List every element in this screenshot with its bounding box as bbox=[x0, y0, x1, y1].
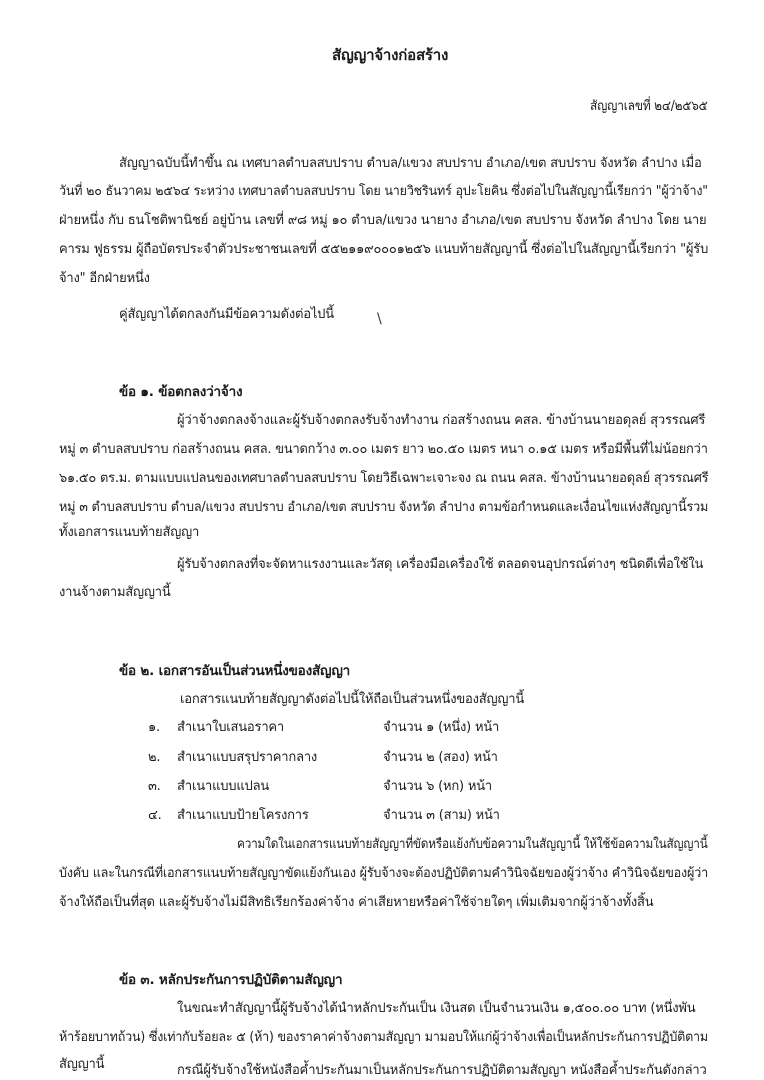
attachment-number: ๓. bbox=[148, 779, 161, 794]
intro-line: คารม ฟูธรรม ผู้ถือบัตรประจำตัวประชาชนเลขที่ ๕๕๒๑๑๙๐๐๐๑๒๕๖ แนบท้ายสัญญานี้ ซึ่งต่อไปในสัญญานี้เรียกว่า "ผู้รับ bbox=[59, 242, 709, 257]
attachment-number: ๑. bbox=[148, 720, 160, 735]
attachment-count: จำนวน ๖ (หก) หน้า bbox=[383, 779, 492, 794]
intro-line: ฝ่ายหนึ่ง กับ ธนโชติพานิชย์ อยู่บ้าน เลขที่ ๙๘ หมู่ ๑๐ ตำบล/แขวง นายาง อำเภอ/เขต สบปราบ จังหวัด ลำปาง โดย นาย bbox=[59, 213, 707, 228]
attachment-name: สำเนาแบบแปลน bbox=[177, 779, 270, 794]
clause-1-text: หมู่ ๓ ตำบลสบปราบ ตำบล/แขวง สบปราบ อำเภอ/เขต สบปราบ จังหวัด ลำปาง ตามข้อกำหนดและเงื่อนไขแห่งสัญญานี้รวม bbox=[59, 500, 709, 515]
attachment-count: จำนวน ๑ (หนึ่ง) หน้า bbox=[383, 720, 500, 735]
attachment-number: ๔. bbox=[148, 808, 162, 823]
intro-line: จ้าง" อีกฝ่ายหนึ่ง bbox=[59, 271, 150, 286]
attachment-count: จำนวน ๓ (สาม) หน้า bbox=[383, 808, 500, 823]
document-title: สัญญาจ้างก่อสร้าง bbox=[332, 46, 449, 64]
clause-3-text: ห้าร้อยบาทถ้วน) ซึ่งเท่ากับร้อยละ ๕ (ห้า) ของราคาค่าจ้างตามสัญญา มามอบให้แก่ผู้ว่าจ้างเพื่อเป็นหลักประกันการปฏิบัติตาม bbox=[59, 1030, 708, 1045]
stray-pen-mark: \ bbox=[377, 311, 382, 327]
clause-2-intro: เอกสารแนบท้ายสัญญาดังต่อไปนี้ให้ถือเป็นส่วนหนึ่งของสัญญานี้ bbox=[180, 692, 525, 707]
clause-1-text: ๖๑.๕๐ ตร.ม. ตามแบบแปลนของเทศบาลตำบลสบปราบ โดยวิธีเฉพาะเจาะจง ณ ถนน คสล. ข้างบ้านนายอดุลย์ สุวรรณศรี bbox=[59, 471, 709, 486]
attachment-name: สำเนาแบบป้ายโครงการ bbox=[177, 808, 309, 823]
clause-1-heading: ข้อ ๑. ข้อตกลงว่าจ้าง bbox=[119, 384, 243, 400]
attachment-number: ๒. bbox=[148, 750, 161, 765]
clause-2-heading: ข้อ ๒. เอกสารอันเป็นส่วนหนึ่งของสัญญา bbox=[119, 663, 351, 679]
clause-1-text: ผู้ว่าจ้างตกลงจ้างและผู้รับจ้างตกลงรับจ้างทำงาน ก่อสร้างถนน คสล. ข้างบ้านนายอดุลย์ สุวรรณศรี bbox=[177, 413, 706, 428]
contract-number: สัญญาเลขที่ ๒๔/๒๕๖๕ bbox=[590, 98, 708, 114]
clause-3-text: ในขณะทำสัญญานี้ผู้รับจ้างได้นำหลักประกันเป็น เงินสด เป็นจำนวนเงิน ๑,๕๐๐.๐๐ บาท (หนึ่งพัน bbox=[177, 1001, 696, 1016]
clause-2-text: บังคับ และในกรณีที่เอกสารแนบท้ายสัญญาขัดแย้งกันเอง ผู้รับจ้างจะต้องปฏิบัติตามคำวินิจฉัยของผู้ว่าจ้าง คำวินิจฉัยของผู้ว่า bbox=[59, 866, 709, 881]
clause-2-text: ความใดในเอกสารแนบท้ายสัญญาที่ขัดหรือแย้งกับข้อความในสัญญานี้ ให้ใช้ข้อความในสัญญานี้ bbox=[237, 837, 708, 852]
clause-3-text: สัญญานี้ bbox=[59, 1057, 105, 1072]
clause-1-text: ผู้รับจ้างตกลงที่จะจัดหาแรงงานและวัสดุ เครื่องมือเครื่องใช้ ตลอดจนอุปกรณ์ต่างๆ ชนิดดีเพื่อใช้ใน bbox=[177, 557, 704, 572]
attachment-count: จำนวน ๒ (สอง) หน้า bbox=[383, 750, 498, 765]
attachment-name: สำเนาใบเสนอราคา bbox=[177, 720, 285, 735]
clause-1-text: งานจ้างตามสัญญานี้ bbox=[59, 585, 171, 600]
intro-line: สัญญาฉบับนี้ทำขึ้น ณ เทศบาลตำบลสบปราบ ตำบล/แขวง สบปราบ อำเภอ/เขต สบปราบ จังหวัด ลำปาง เมื่อ bbox=[119, 156, 702, 171]
clause-1-text: หมู่ ๓ ตำบลสบปราบ ก่อสร้างถนน คสล. ขนาดกว้าง ๓.๐๐ เมตร ยาว ๒๐.๕๐ เมตร หนา ๐.๑๕ เมตร หรือมีพื้นที่ไม่น้อยกว่า bbox=[59, 442, 708, 457]
clause-3-heading: ข้อ ๓. หลักประกันการปฏิบัติตามสัญญา bbox=[119, 972, 343, 988]
attachment-name: สำเนาแบบสรุปราคากลาง bbox=[177, 750, 318, 765]
clause-2-text: จ้างให้ถือเป็นที่สุด และผู้รับจ้างไม่มีสิทธิเรียกร้องค่าจ้าง ค่าเสียหายหรือค่าใช้จ่ายใดๆ เพิ่มเติมจากผู้ว่าจ้างทั้งสิ้น bbox=[59, 895, 654, 910]
intro-line: วันที่ ๒๐ ธันวาคม ๒๕๖๔ ระหว่าง เทศบาลตำบลสบปราบ โดย นายวิชรินทร์ อุปะโยคิน ซึ่งต่อไปในสัญญานี้เรียกว่า "ผู้ว่าจ้าง" bbox=[59, 184, 708, 199]
clause-1-text: ทั้งเอกสารแนบท้ายสัญญา bbox=[59, 525, 200, 540]
clause-3-text: กรณีผู้รับจ้างใช้หนังสือค้ำประกันมาเป็นหลักประกันการปฏิบัติตามสัญญา หนังสือค้ำประกันดังกล่าว bbox=[177, 1063, 707, 1078]
agreement-line: คู่สัญญาได้ตกลงกันมีข้อความดังต่อไปนี้ bbox=[119, 307, 334, 322]
